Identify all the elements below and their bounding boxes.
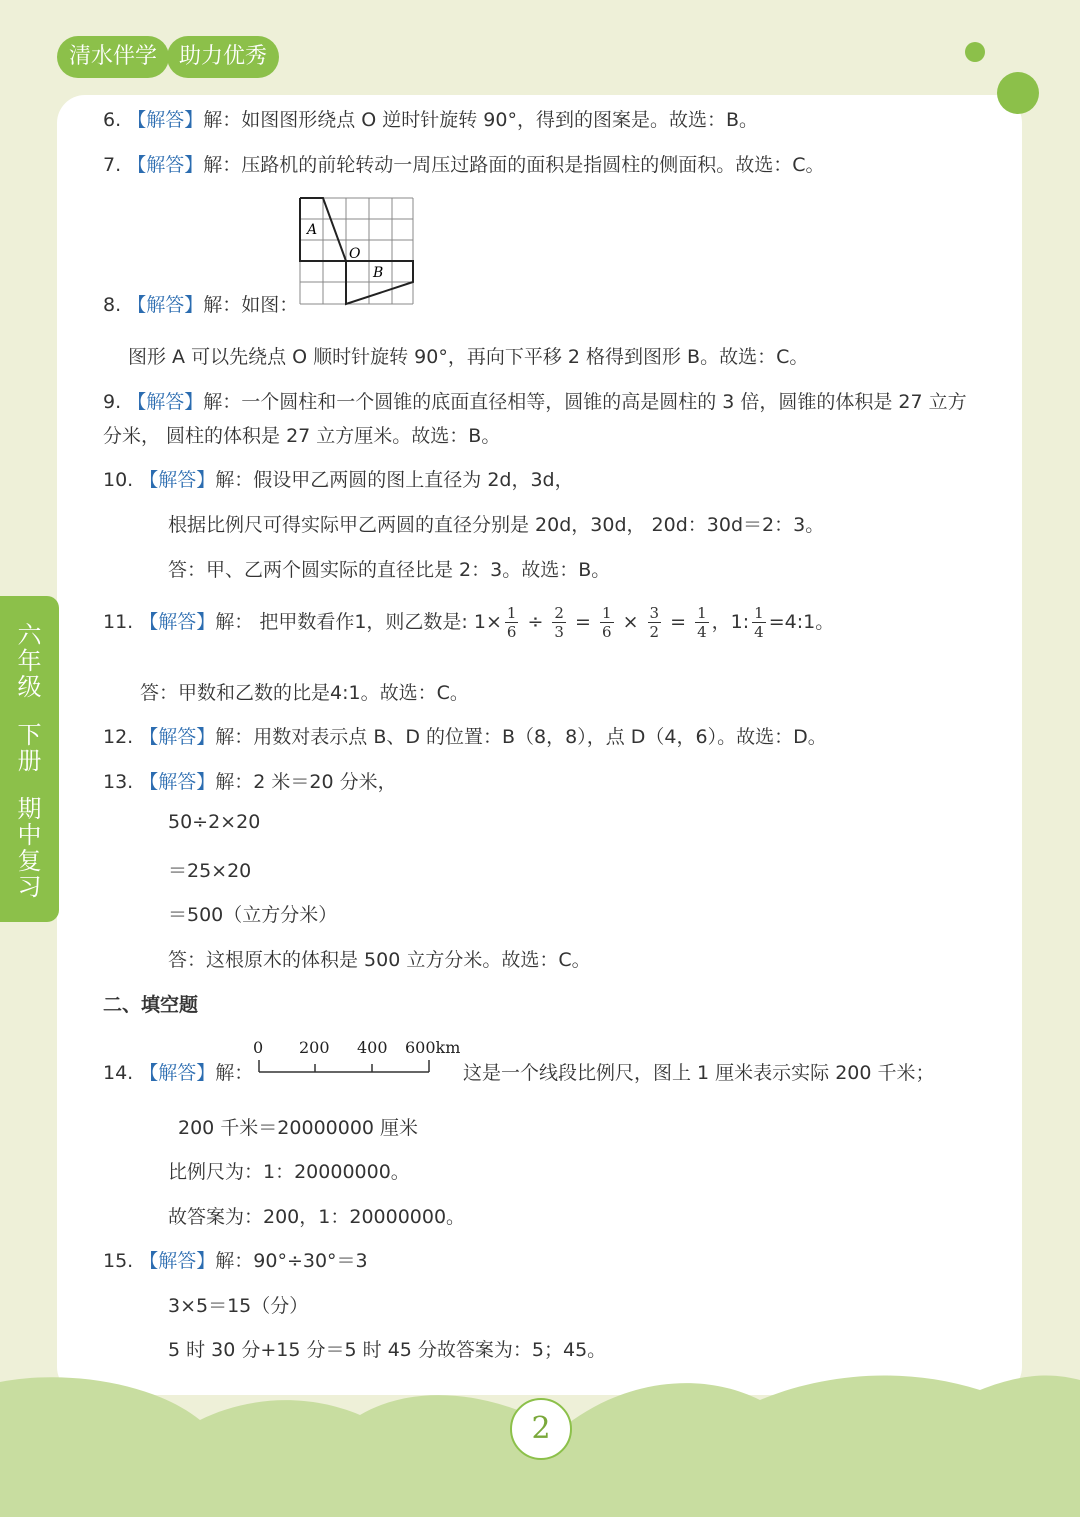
answer-13-line5: 答：这根原木的体积是 500 立方分米。故选：C。 (168, 949, 591, 971)
answer-14-line2: 200 千米＝20000000 厘米 (178, 1117, 419, 1139)
label-b: B (373, 265, 384, 281)
label-o: O (349, 246, 361, 262)
side-char: 册 (17, 747, 42, 775)
answer-tag: 【解答】 (139, 469, 216, 491)
answer-tag: 【解答】 (127, 294, 204, 316)
fraction: $\frac{3}{2}$ (649, 604, 660, 641)
label-a: A (307, 222, 318, 238)
side-char: 中 (17, 821, 42, 849)
answer-15: 15. 【解答】解：90°÷30°＝3 (103, 1250, 368, 1272)
header-badge-1: 清水伴学 (57, 36, 169, 78)
answer-tag: 【解答】 (127, 391, 204, 413)
scale-tick-label: 200 (299, 1038, 330, 1057)
answer-6: 6. 【解答】解：如图图形绕点 O 逆时针旋转 90°，得到的图案是。故选：B。 (103, 109, 758, 131)
side-char: 下 (17, 721, 42, 749)
scale-tick-label: 0 (253, 1038, 264, 1057)
fraction: $\frac{1}{4}$ (754, 604, 764, 641)
answer-tag: 【解答】 (127, 109, 204, 131)
answer-15-line3: 5 时 30 分+15 分＝5 时 45 分故答案为：5；45。 (168, 1339, 607, 1361)
answer-9-line2: 分米， 圆柱的体积是 27 立方厘米。故选：B。 (103, 425, 501, 447)
side-char: 期 (17, 795, 42, 823)
scale-bar (252, 1036, 464, 1078)
answer-13-line4: ＝500（立方分米） (168, 904, 338, 926)
side-char: 级 (17, 673, 42, 701)
page-number: 2 (510, 1398, 572, 1460)
answer-11: 11. 【解答】解： 把甲数看作1，则乙数是: 1× $\frac{1}{6}$ ÷ $\frac{2}{3}$ = $\frac{1}{6}$ × $\frac{3}{2}$ = $\frac{1}{4}$ ，1: $\frac{1}{4}$ =4:1。 (103, 604, 835, 641)
scale-tick-label: 600km (405, 1038, 461, 1057)
answer-10: 10. 【解答】解：假设甲乙两圆的图上直径为 2d，3d， (103, 469, 574, 491)
decor-dot-small (965, 42, 985, 62)
answer-8: 8. 【解答】解：如图： (103, 294, 299, 316)
fraction: $\frac{1}{6}$ (506, 604, 517, 641)
answer-14-line4: 故答案为：200，1：20000000。 (168, 1206, 466, 1228)
answer-tag: 【解答】 (139, 611, 216, 633)
side-char: 六 (17, 621, 42, 649)
scale-tick-label: 400 (357, 1038, 388, 1057)
answer-13: 13. 【解答】解：2 米＝20 分米， (103, 771, 397, 793)
decor-dot-large (997, 72, 1039, 114)
answer-tag: 【解答】 (127, 154, 204, 176)
fraction: $\frac{1}{6}$ (601, 604, 612, 641)
answer-10-line3: 答：甲、乙两个圆实际的直径比是 2：3。故选：B。 (168, 559, 611, 581)
answer-14-line3: 比例尺为：1：20000000。 (168, 1161, 410, 1183)
answer-14: 14. 【解答】解： (103, 1062, 254, 1084)
side-char: 复 (17, 847, 42, 875)
fraction: $\frac{2}{3}$ (554, 604, 564, 641)
grid-figure (298, 196, 416, 306)
answer-7: 7. 【解答】解：压路机的前轮转动一周压过路面的面积是指圆柱的侧面积。故选：C。 (103, 154, 825, 176)
answer-13-line3: ＝25×20 (168, 860, 252, 882)
header-badge-2: 助力优秀 (167, 36, 279, 78)
answer-tag: 【解答】 (139, 1062, 216, 1084)
answer-tag: 【解答】 (139, 771, 216, 793)
answer-10-line2: 根据比例尺可得实际甲乙两圆的直径分别是 20d，30d， 20d：30d＝2：3。 (168, 514, 825, 536)
answer-tag: 【解答】 (139, 1250, 216, 1272)
side-char: 年 (17, 647, 42, 675)
section-title: 二、填空题 (103, 994, 199, 1016)
answer-8-line2: 图形 A 可以先绕点 O 顺时针旋转 90°，再向下平移 2 格得到图形 B。故选：C。 (128, 346, 809, 368)
answer-tag: 【解答】 (139, 726, 216, 748)
side-tab (0, 596, 59, 922)
side-char: 习 (17, 873, 42, 901)
answer-9: 9. 【解答】解：一个圆柱和一个圆锥的底面直径相等，圆锥的高是圆柱的 3 倍，圆锥的体积是 27 立方 (103, 391, 967, 413)
answer-14-after: 这是一个线段比例尺，图上 1 厘米表示实际 200 千米； (463, 1062, 935, 1084)
answer-11-line2: 答：甲数和乙数的比是4:1。故选：C。 (140, 682, 469, 704)
answer-12: 12. 【解答】解：用数对表示点 B、D 的位置：B（8，8），点 D（4，6）。故选：D。 (103, 726, 827, 748)
answer-15-line2: 3×5＝15（分） (168, 1295, 309, 1317)
fraction: $\frac{1}{4}$ (697, 604, 707, 641)
answer-13-line2: 50÷2×20 (168, 811, 261, 833)
